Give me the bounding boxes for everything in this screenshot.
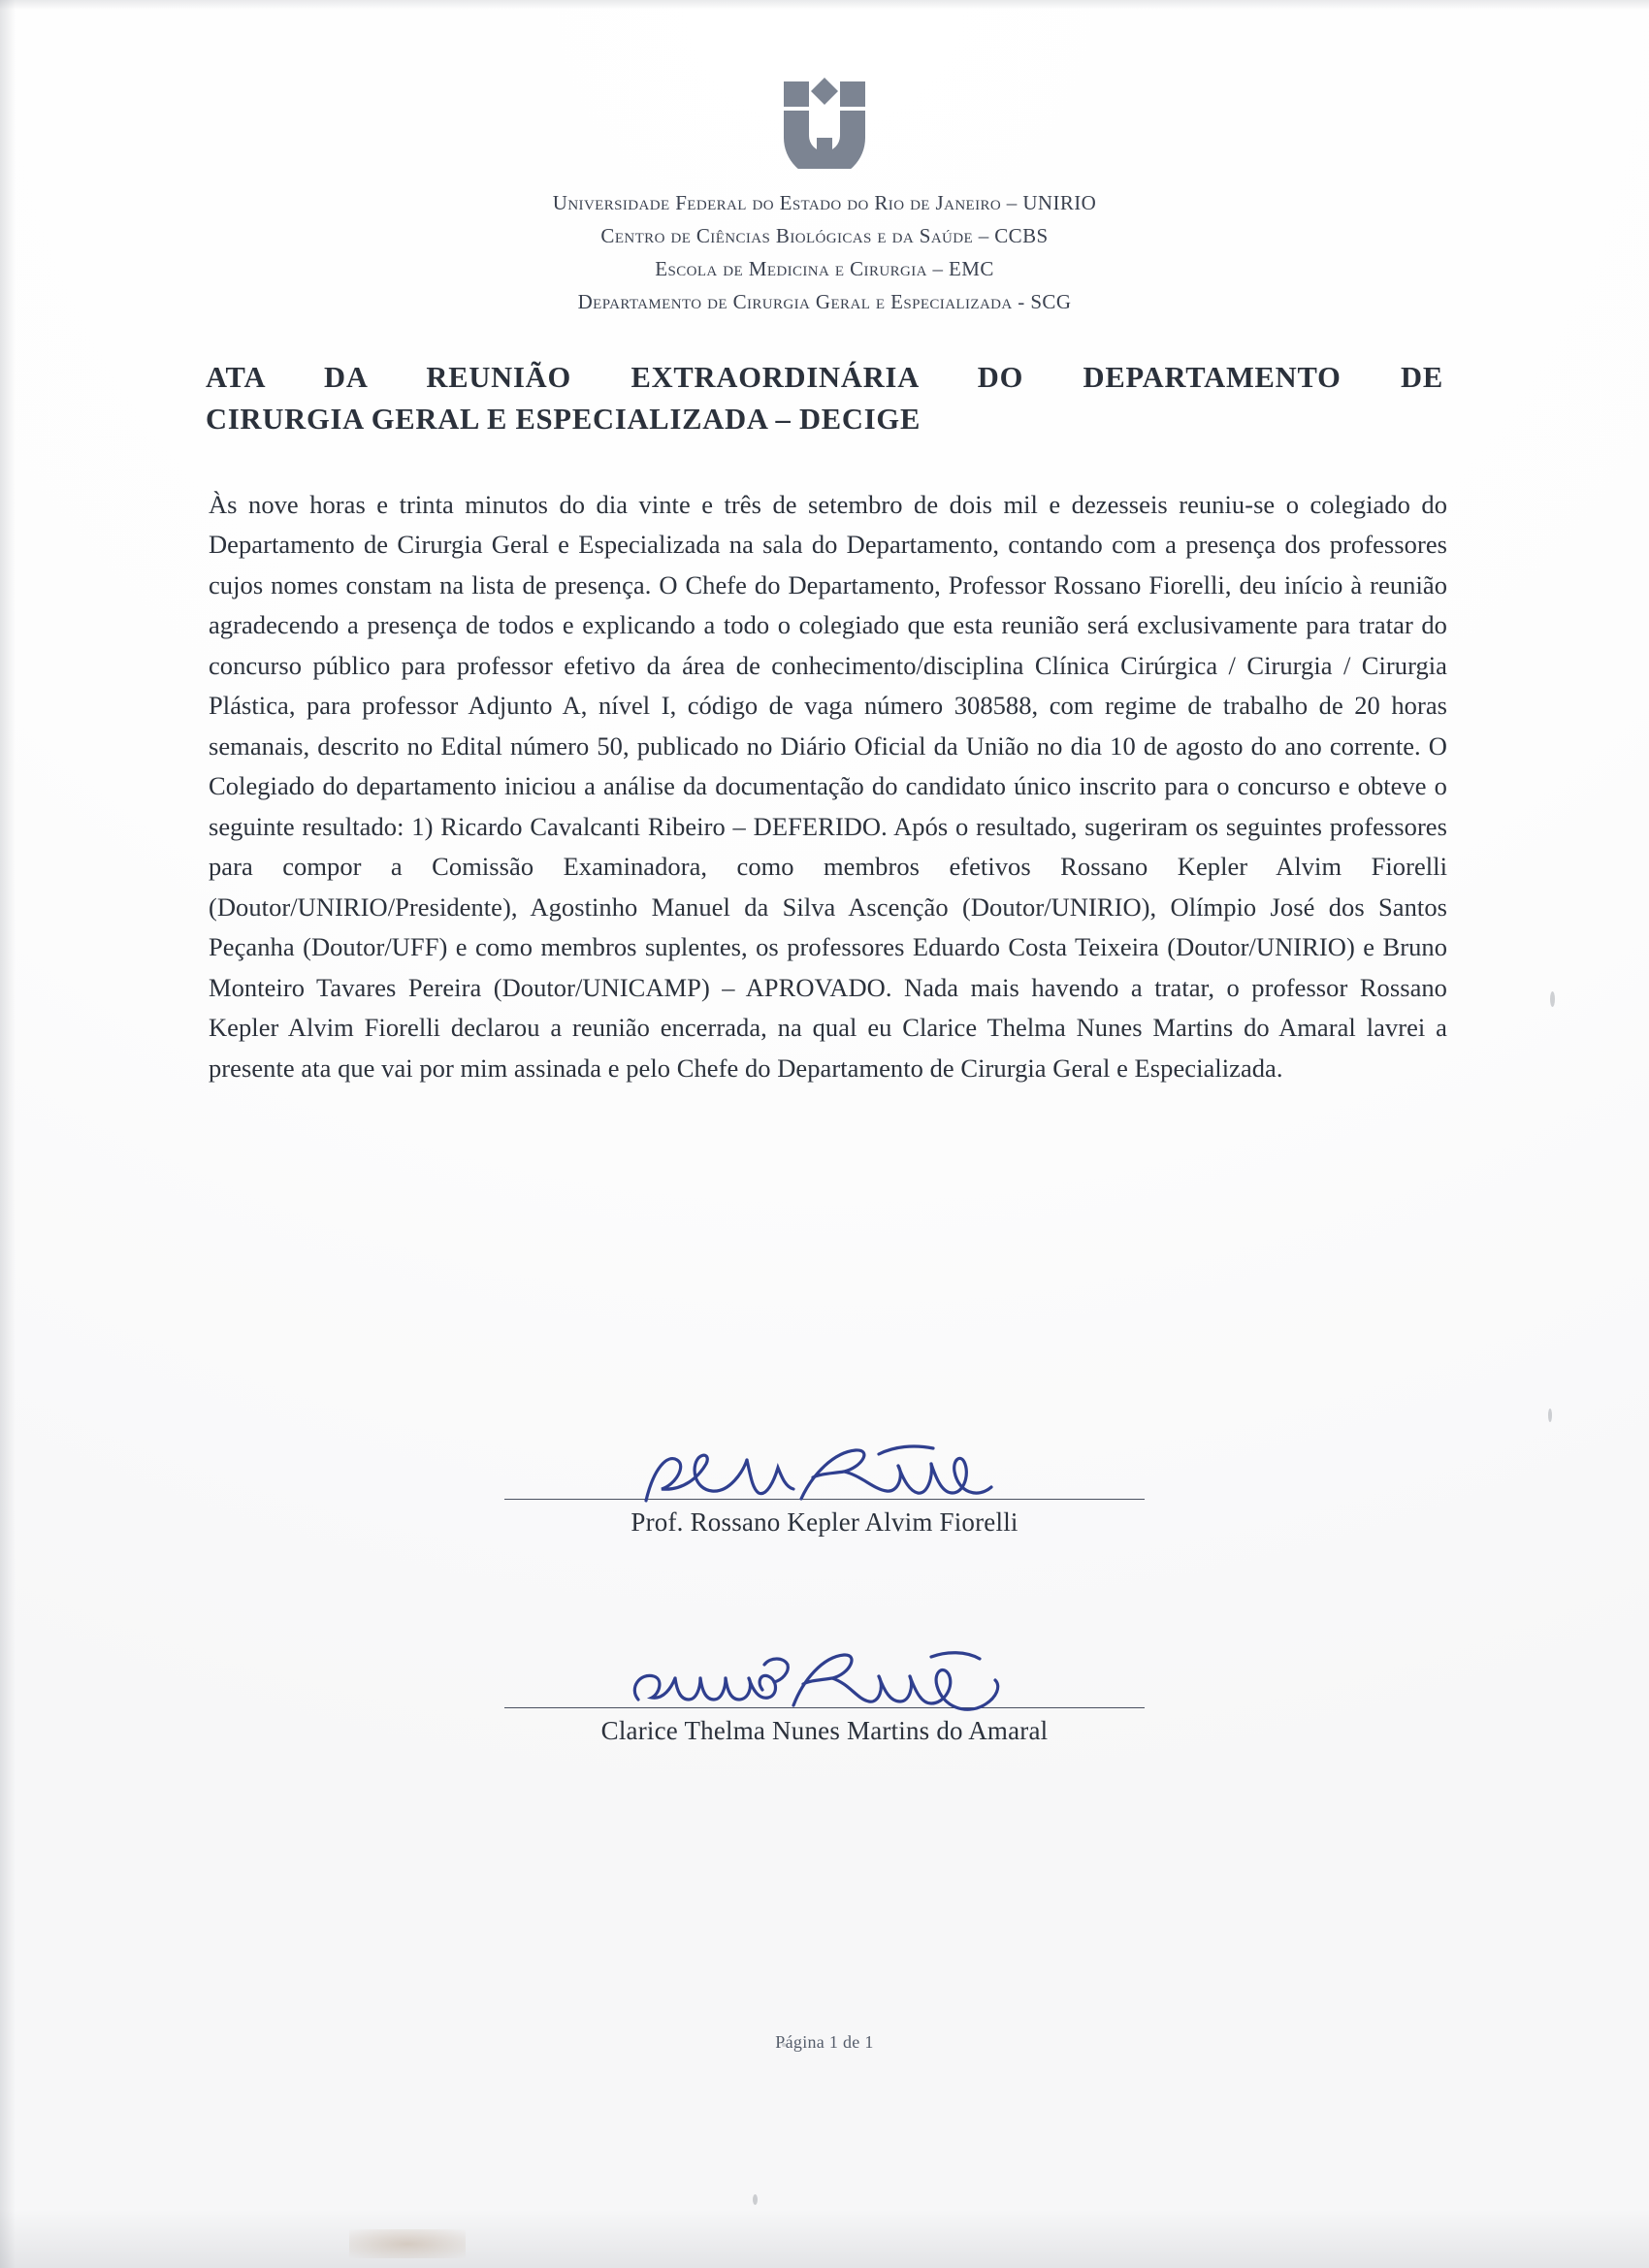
scan-speck	[1550, 991, 1555, 1007]
scan-smudge	[349, 2229, 466, 2258]
page-title	[206, 357, 1443, 441]
signature-name-chief: Prof. Rossano Kepler Alvim Fiorelli	[630, 1507, 1018, 1537]
institution-line-1: Universidade Federal do Estado do Rio de Janeiro – UNIRIO	[552, 191, 1097, 214]
institution-line-2: Centro de Ciências Biológicas e da Saúde – CCBS	[600, 224, 1049, 248]
scan-speck	[1548, 1409, 1552, 1422]
signature-block-chief	[0, 1499, 1649, 1538]
page-title-line-2: CIRURGIA GERAL E ESPECIALIZADA – DECIGE	[206, 403, 922, 437]
institution-header	[0, 186, 1649, 318]
scan-edge-left	[0, 0, 16, 2268]
signature-block-secretary	[0, 1707, 1649, 1746]
institution-line-3: Escola de Medicina e Cirurgia – EMC	[655, 257, 994, 281]
scan-speck	[753, 2194, 758, 2205]
page-title-line-1: ATA DA REUNIÃO EXTRAORDINÁRIA DO DEPARTAMENTO DE	[206, 361, 1443, 394]
signature-name-secretary: Clarice Thelma Nunes Martins do Amaral	[600, 1716, 1049, 1745]
page-footer: Página 1 de 1	[775, 2032, 874, 2052]
scan-edge-bottom	[0, 2210, 1649, 2268]
document-body: Às nove horas e trinta minutos do dia vinte e três de setembro de dois mil e dezesseis reuniu-se o colegiado do Departamento de Cirurgia Geral e Especializada na sala do Departamento, contando com a presença dos professores cujos nomes constam na lista de presença. O Chefe do Departamento, Professor Rossano Fiorelli, deu início à reunião agradecendo a presença de todos e explicando a todo o colegiado que esta reunião será exclusivamente para tratar do concurso público para professor efetivo da área de conhecimento/disciplina Clínica Cirúrgica / Cirurgia / Cirurgia Plástica, para professor Adjunto A, nível I, código de vaga número 308588, com regime de trabalho de 20 horas semanais, descrito no Edital número 50, publicado no Diário Oficial da União no dia 10 de agosto do ano corrente. O Colegiado do departamento iniciou a análise da documentação do candidato único inscrito para o concurso e obteve o seguinte resultado: 1) Ricardo Cavalcanti Ribeiro – DEFERIDO. Após o resultado, sugeriram os seguintes professores para compor a Comissão Examinadora, como membros efetivos Rossano Kepler Alvim Fiorelli (Doutor/UNIRIO/Presidente), Agostinho Manuel da Silva Ascenção (Doutor/UNIRIO), Olímpio José dos Santos Peçanha (Doutor/UFF) e como membros suplentes, os professores Eduardo Costa Teixeira (Doutor/UNIRIO) e Bruno Monteiro Tavares Pereira (Doutor/UNICAMP) – APROVADO. Nada mais havendo a tratar, o professor Rossano Kepler Alvim Fiorelli declarou a reunião encerrada, na qual eu Clarice Thelma Nunes Martins do Amaral lavrei a presente ata que vai por mim assinada e pelo Chefe do Departamento de Cirurgia Geral e Especializada.	[209, 490, 1447, 1083]
letterhead	[0, 76, 1649, 318]
institution-line-4: Departamento de Cirurgia Geral e Especializada - SCG	[577, 290, 1072, 314]
scan-edge-top	[0, 0, 1649, 10]
unirio-logo	[766, 76, 883, 169]
